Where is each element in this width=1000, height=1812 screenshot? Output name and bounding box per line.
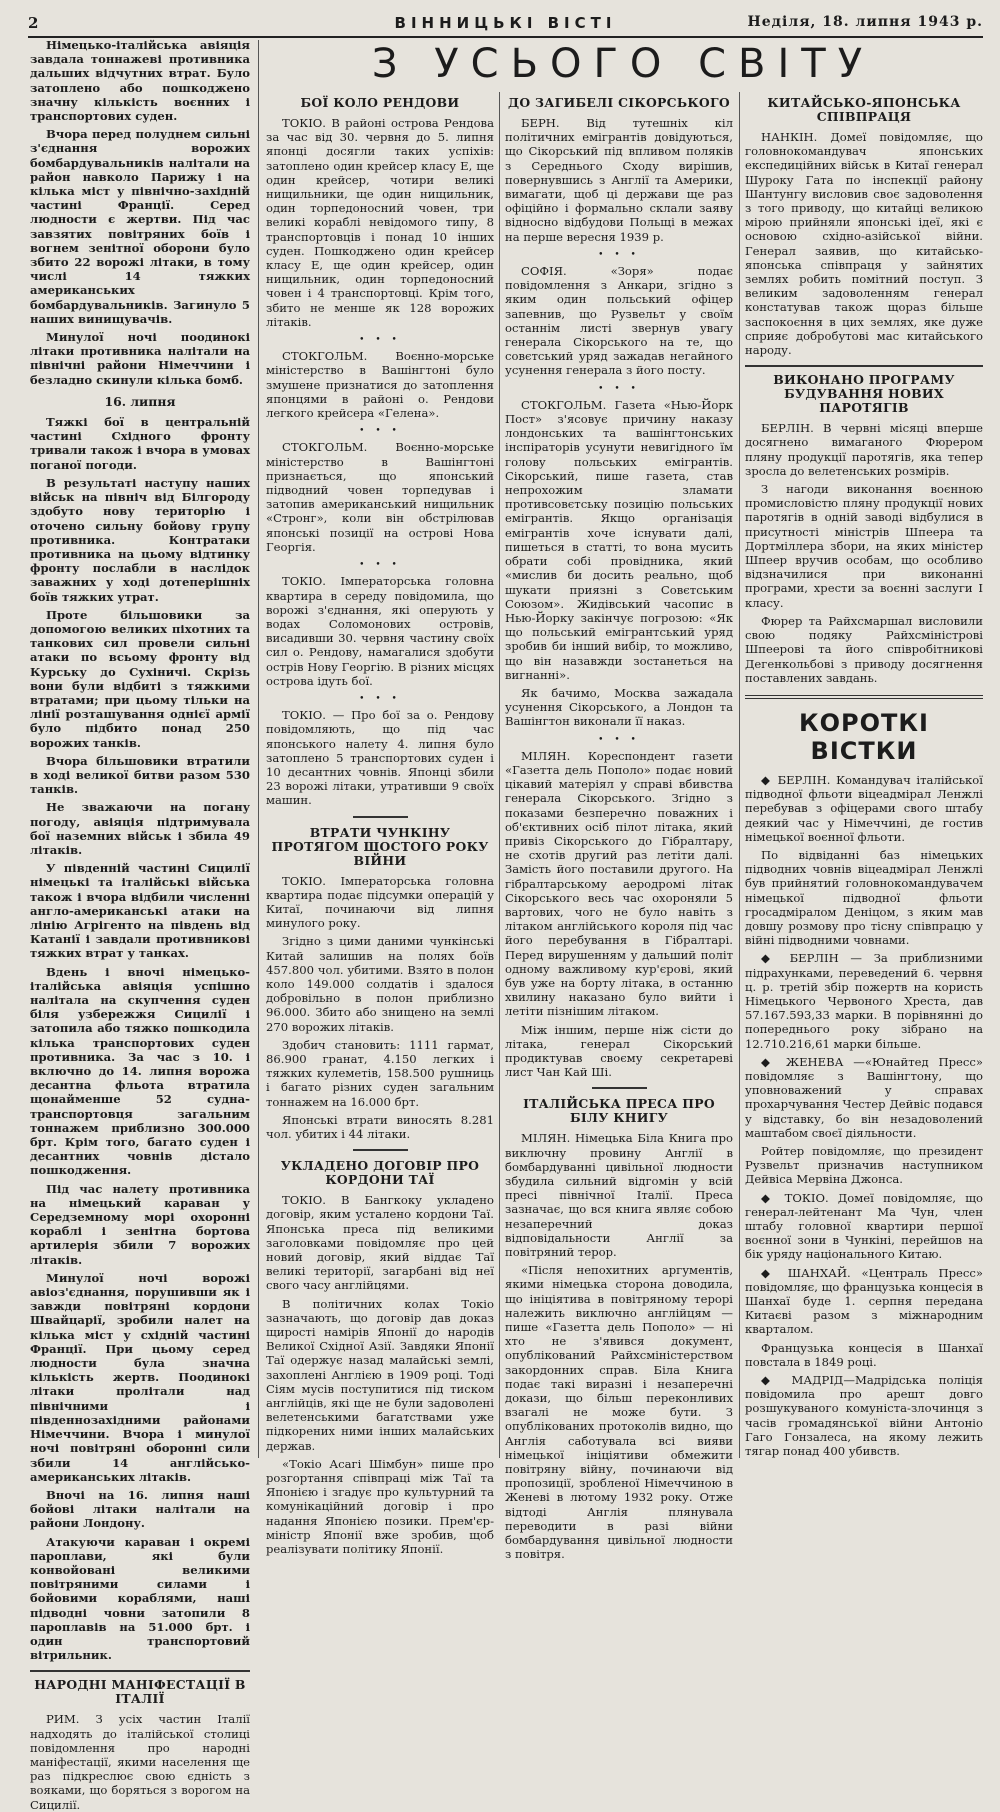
- paragraph: Як бачимо, Москва зажадала усунення Сікорського, а Лондон та Вашінгтон виконали її наказ.: [505, 685, 733, 729]
- column-3: [505, 90, 733, 1562]
- paragraph: У південній частині Сицилії німецькі та італійські війська також і вчора відбили численні англо-американські атаки на лінію Агрігенто на південь від Катанії і завдали противникові тяжких втрат у танках.: [30, 861, 250, 961]
- paragraph: Згідно з цими даними чункінські Китай залишив на полях боїв 457.800 чол. убитими. Взято в полон коло 149.000 солдатів і здалося добровільно в полон приблизно 96.000. Збито або знищено на землі 270 ворожих літаків.: [266, 934, 494, 1034]
- paragraph: Проте більшовики за допомогою великих піхотних та танкових сил провели сильні атаки по всьому фронту від Курську до Сухіничі. Скрізь вони були відбиті з тяжкими втратами; при цьому тільки на лінії розташування однієї армії було підбито понад 250 ворожих танків.: [30, 607, 250, 750]
- briefs-heading: КОРОТКІ ВІСТКИ: [745, 695, 983, 765]
- paragraph: ТОКІО. В Бангкоку укладено договір, яким усталено кордони Таї. Японська преса під великими заголовками повідомляє про цей новий договір, який віддає Таї великі території, загарбані від неї свого часу англійцями.: [266, 1193, 494, 1293]
- article-headline: ДО ЗАГИБЕЛІ СІКОРСЬКОГО: [508, 95, 730, 110]
- article-headline: НАРОДНІ МАНІФЕСТАЦІЇ В ІТАЛІЇ: [34, 1677, 246, 1707]
- paragraph: Німецько-італійська авіяція завдала тоннажеві противника дальших відчутних втрат. Було затоплено або пошкоджено значну кількість воєнних і транспортових суден.: [30, 38, 250, 124]
- paragraph: Під час налету противника на німецький караван у Середземному морі охоронні кораблі і зенітна бортова артилерія збили 7 ворожих літаків.: [30, 1181, 250, 1267]
- divider: [592, 1087, 647, 1089]
- column-4: [745, 90, 983, 1458]
- paragraph: Вчора більшовики втратили в ході великої битви разом 530 танків.: [30, 753, 250, 797]
- column-1: [30, 38, 250, 1812]
- divider-dots: • • •: [359, 335, 401, 346]
- article-headline: ІТАЛІЙСЬКА ПРЕСА ПРО БІЛУ КНИГУ: [523, 1096, 715, 1126]
- paragraph: В політичних колах Токіо зазначають, що договір дав доказ щирості намірів Японії до народів Великої Східної Азії. Завдяки Японії Таї одержує назад малайські землі, захоплені Англією в 1909 році. Тоді Сіям мусів поступитися під тиском англійців, які ще не були задоволені велетенськими багатствами уже підкорених ними інших малайських держав.: [266, 1296, 494, 1453]
- divider-dots: • • •: [359, 693, 401, 704]
- paragraph: Ройтер повідомляє, що президент Рузвельт призначив наступником Дейвіса Мервіна Джонса.: [745, 1143, 983, 1187]
- article-headline: БОЇ КОЛО РЕНДОВИ: [300, 95, 460, 110]
- paragraph: Тяжкі бої в центральній частині Східного фронту тривали також і вчора в умовах поганої погоди.: [30, 415, 250, 472]
- paragraph: ◆ БЕРЛІН. Командувач італійської підводної фльоти віцеадмірал Ленжлі перебував з офіцерами свого штабу деякий час у Німеччині, де гостив німецької воєнної фльоти.: [745, 772, 983, 844]
- paragraph: «Після непохитних аргументів, якими німецька сторона доводила, що ініціятива в повітряному терорі належить виключно англійцям — пише «Газетта дель Пополо» — ні хто не з'явився документ, опублікований Райхсміністерством закордонних справ. Біла Книга подає такі виразні і незаперечні докази, що більш переконливих взагалі не може бути. З опублікованих протоколів видно, що Англія саботувала всі вияви німецької ініціятиви обмежити повітряну війну, починаючи від пропозиції, зробленої Німеччиною в Женеві в лютому 1932 року. Отже відтоді Англія плянувала переводити в разі війни бомбардування цивільної людности з повітря.: [505, 1263, 733, 1562]
- paragraph: МІЛЯН. Німецька Біла Книга про виключну провину Англії в бомбардуванні цивільної людности збудила сильний відгомін у всій пресі північної Італії. Преса зазначає, що вся книга являє собою незаперечний доказ відповідальности Англії за повітряний терор.: [505, 1131, 733, 1260]
- paragraph: БЕРЛІН. В червні місяці вперше досягнено вимаганого Фюрером пляну продукції паротягів, яка тепер зросла до велетенських розмірів.: [745, 421, 983, 478]
- article-headline: ВТРАТИ ЧУНКІНУ ПРОТЯГОМ ШОСТОГО РОКУ ВІЙНИ: [271, 824, 489, 868]
- paragraph: ◆ МАДРІД—Мадрідська поліція повідомила про арешт довго розшукуваного комуніста-злочинця з часів громадянської війни Антоніо Гаго Гонзалеса, на якому лежить тягар понад 400 убивств.: [745, 1373, 983, 1459]
- paragraph: ТОКІО. В районі острова Рендова за час від 30. червня до 5. липня японці досягли таких успіхів: затоплено один крейсер класу Е, ще один крейсер, чотири великі нищильники, ще один нищильник, один торпедоносний човен, три великі кораблі невідомого типу, 8 транспортовців і понад 10 інших суден. Пошкоджено один крейсер класу Е, ще один крейсер, один нищильник, один торпедоносний човен і 4 транспортовці. Крім того, збито не менше як 128 ворожих літаків.: [266, 116, 494, 329]
- column-rule: [258, 40, 259, 1458]
- paragraph: Японські втрати виносять 8.281 чол. убитих і 44 літаки.: [266, 1112, 494, 1141]
- paragraph: Атакуючи караван і окремі пароплави, які були конвойовані великими повітряними силами і бойовими кораблями, наші підводні човни затопили 8 пароплавів на 51.000 брт. і один транспортовий вітрильник.: [30, 1534, 250, 1663]
- paragraph: БЕРН. Від тутешніх кіл політичних емігрантів довідуються, що Сікорський під впливом поляків з Середнього Сходу вирішив, повернувшись з Англії та Америки, вимагати, щоб ці держави ще раз офіційно і формально склали заяву відносно відбудови Польщі в межах на перше вересня 1939 р.: [505, 116, 733, 244]
- column-rule: [739, 92, 740, 1458]
- paragraph: Вчора перед полуднем сильні з'єднання ворожих бомбардувальників налітали на район навколо Парижу і на кілька міст у північно-західній частині Франції. Серед людности є жертви. Під час завзятих повітряних боїв і вогнем зенітної оборони було збито 22 ворожі літаки, в тому числі 14 тяжких американських бомбардувальників. Загинуло 5 наших винищувачів.: [30, 127, 250, 326]
- column-2: [266, 90, 494, 1557]
- divider: [745, 365, 983, 367]
- divider-dots: • • •: [598, 734, 640, 745]
- paragraph: Французька концесія в Шанхаї повстала в 1849 році.: [745, 1340, 983, 1369]
- paragraph: По відвіданні баз німецьких підводних човнів віцеадмірал Ленжлі був прийнятий головнокомандувачем німецької підводної фльоти гросадміралом Деніцом, з яким мав довшу розмову про тісну співпрацю у війні підводними човнами.: [745, 847, 983, 948]
- paragraph: В результаті наступу наших військ на північ від Білгороду здобуто нову територію і оточено сильну бойову групу противника. Контратаки противника на цьому відтинку фронту послабли в наслідок заважних у ході дотеперішніх боїв тяжких утрат.: [30, 475, 250, 604]
- divider: [30, 1670, 250, 1672]
- paragraph: Не зважаючи на погану погоду, авіяція підтримувала бої наземних військ і збила 49 літаків.: [30, 800, 250, 857]
- paragraph: СТОКГОЛЬМ. Воєнно-морське міністерство в Вашінгтоні було змушене признатися до затоплення японцями в районі о. Рендови легкого крейсера «Гелена».: [266, 349, 494, 421]
- section-banner: З УСЬОГО СВІТУ: [371, 41, 875, 87]
- divider: [353, 816, 408, 818]
- article-headline: КИТАЙСЬКО-ЯПОНСЬКА СПІВПРАЦЯ: [767, 95, 961, 124]
- article-headline: ВИКОНАНО ПРОГРАМУ БУДУВАННЯ НОВИХ ПАРОТЯГІВ: [773, 372, 955, 416]
- paragraph: Минулої ночі поодинокі літаки противника налітали на північні райони Німеччини і безладно скинули кілька бомб.: [30, 330, 250, 387]
- paragraph: Вночі на 16. липня наші бойові літаки налітали на райони Лондону.: [30, 1487, 250, 1531]
- page-number: 2: [28, 14, 39, 32]
- divider: [353, 1149, 408, 1151]
- article-headline: УКЛАДЕНО ДОГОВІР ПРО КОРДОНИ ТАЇ: [280, 1158, 480, 1188]
- paragraph: ◆ ТОКІО. Домеї повідомляє, що генерал-лейтенант Ма Чун, член штабу головної квартири першої воєнної зони в Чункіні, перейшов на бік уряду національного Китаю.: [745, 1190, 983, 1262]
- paragraph: ТОКІО. Імператорська головна квартира подає підсумки операцій у Китаї, починаючи від липня минулого року.: [266, 873, 494, 931]
- paragraph: Між іншим, перше ніж сісти до літака, генерал Сікорський продиктував своєму секретареві лист Чан Кай Ші.: [505, 1022, 733, 1080]
- issue-date: Неділя, 18. липня 1943 р.: [747, 14, 983, 30]
- paragraph: РИМ. З усіх частин Італії надходять до італійської столиці повідомлення про народні маніфестації, якими населення ще раз підкреслює свою єдність з вояками, що боряться з ворогом на Сицилії.: [30, 1712, 250, 1812]
- paragraph: ТОКІО. Імператорська головна квартира в середу повідомила, що ворожі з'єднання, які оперують у водах Соломонових островів, висадивши 30. червня частину своїх сил о. Рендову, намагалися здобути острів Нову Георгію. В різних місцях острова ідуть бої.: [266, 574, 494, 688]
- divider-dots: • • •: [598, 249, 640, 260]
- paragraph: Здобич становить: 1111 гармат, 86.900 гранат, 4.150 легких і тяжких кулеметів, 158.500 рушниць і багато різних суден загальним тоннажем на 16.000 брт.: [266, 1037, 494, 1109]
- page-header: [28, 10, 983, 38]
- paragraph: ◆ ЖЕНЕВА —«Юнайтед Пресс» повідомляє з Вашінгтону, що уповноважений у справах прохарчування Честер Дейвіс подався у відставку, бо він незадоволений маштабом своєї діяльности.: [745, 1054, 983, 1140]
- paragraph: «Токіо Асагі Шімбун» пише про розгортання співпраці між Таї та Японією і згадує про культурний та комунікаційний договір і про надання Японією позики. Прем'єр-міністр Японії вже зробив, щоб реалізувати політику Японії.: [266, 1456, 494, 1557]
- paragraph: Минулої ночі ворожі авіоз'єднання, порушивши як і завжди повітряні кордони Швайцарії, зробили налет на кілька міст у східній частині Франції. При цьому серед людности була значна кількість жертв. Поодинокі літаки пролітали над північними і південнозахідними районами Німеччини. Вчора і минулої ночі повітряні оборонні сили збили 14 англійсько-американських літаків.: [30, 1270, 250, 1484]
- masthead: ВІННИЦЬКІ ВІСТІ: [394, 14, 617, 32]
- date-heading: 16. липня: [104, 393, 176, 409]
- column-rule: [499, 92, 500, 1458]
- paragraph: МІЛЯН. Кореспондент газети «Газетта дель Пополо» подає новий цікавий матеріял у справі вбивства генерала Сікорського. Згідно з показами безперечно поважних і об'єктивних осіб пілот літака, який привіз Сікорського до Гібралтару, не схотів другий раз летіти далі. Замість його поставили другого. На гібралтарському аеродромі літак Сікорського весь час охороняли 5 вартових, чого не було навіть з літаком англійського короля під час його перебування в Гібралтарі. Перед вирушенням у дальший політ одному важливому кур'єрові, який був уже на борту літака, в останню хвилину наказано було вийти і летіти пізнішим літаком.: [505, 748, 733, 1019]
- paragraph: ◆ ШАНХАЙ. «Централь Пресс» повідомляє, що французька концесія в Шанхаї буде 1. серпня передана Китаєві разом з міжнародним кварталом.: [745, 1265, 983, 1337]
- paragraph: СОФІЯ. «Зоря» подає повідомлення з Анкари, згідно з яким один польський офіцер запевнив, що Рузвельт у своїм останнім листі звернув увагу генерала Сікорського на те, що совєтський уряд зажадав негайного усунення генерала з його посту.: [505, 264, 733, 378]
- paragraph: Вдень і вночі німецько-італійська авіяція успішно налітала на скупчення суден біля узбережжя Сицилії і затопила або тяжко пошкодила кілька транспортових суден противника. За час з 10. і включно до 14. липня ворожа десантна фльота втратила щонайменше 52 судна-транспортовця загальним тоннажем приблизно 300.000 брт. Крім того, багато суден і десантних човнів дістало пошкодження.: [30, 964, 250, 1178]
- divider-dots: • • •: [598, 383, 640, 394]
- paragraph: СТОКГОЛЬМ. Воєнно-морське міністерство в Вашінгтоні признається, що японський підводний човен торпедував і затопив американський нищильник «Стронг», коли він обстрілював японські позиції на острові Нова Георгія.: [266, 440, 494, 554]
- paragraph: НАНКІН. Домеї повідомляє, що головнокомандувач японських експедиційних військ в Китаї генерал Шуроку Гата по інспекції району Шантунгу висловив своє задоволення з того приводу, що китайці великою мірою прийняли японські ідеї, які є основою східно-азійської війни. Генерал заявив, що китайсько-японська співпраця у зайнятих землях робить помітний поступ. З великим задоволенням генерал констатував також щораз більше заспокоєння в цих землях, яке дуже сприяє добробутові мас китайського народу.: [745, 130, 983, 358]
- divider-dots: • • •: [359, 560, 401, 571]
- paragraph: Фюрер та Райхсмаршал висловили свою подяку Райхсміністрові Шпеерові та його співробітникові Дегенкольбові з приводу досягнення поставлених завдань.: [745, 613, 983, 685]
- paragraph: ТОКІО. — Про бої за о. Рендову повідомляють, що під час японського налету 4. липня було затоплено 5 транспортових суден і 10 десантних човнів. Японці збили 23 ворожі літаки, утративши 9 своїх машин.: [266, 708, 494, 808]
- paragraph: З нагоди виконання воєнною промисловістю пляну продукції нових паротягів в одній заводі відбулися в присутності міністрів Шпеера та Дортміллера збори, на яких міністер Шпеер вручив особам, що особливо відзначилися при виконанні програми, хрести за воєнні заслуги I класу.: [745, 482, 983, 610]
- divider-dots: • • •: [359, 426, 401, 437]
- paragraph: ◆ БЕРЛІН — За приблизними підрахунками, переведений 6. червня ц. р. третій збір пожертв на користь Німецького Червоного Хреста, дав 57.167.593,33 марки. В порівнянні до попереднього року зібрано на 12.710.216,61 марки більше.: [745, 951, 983, 1051]
- paragraph: СТОКГОЛЬМ. Газета «Нью-Йорк Пост» з'ясовує причину наказу лондонських та вашінгтонських інспіраторів усунути невигідного їм голову польських емігрантів. Сікорський, пише газета, став непрохожим зламати противсовєтську позицію польських емігрантів. Якщо організація емігрантів хоче існувати далі, пишеться в статті, то вона мусить обрати собі провідника, який «мислив би досить реально, щоб шукати приязні з Совєтським Союзом». Жидівський часопис в Нью-Йорку закінчує погрозою: «Як що польський емігрантський уряд зробив би інший вибір, то можливо, що він назавжди зостанеться на вигнанні».: [505, 397, 733, 682]
